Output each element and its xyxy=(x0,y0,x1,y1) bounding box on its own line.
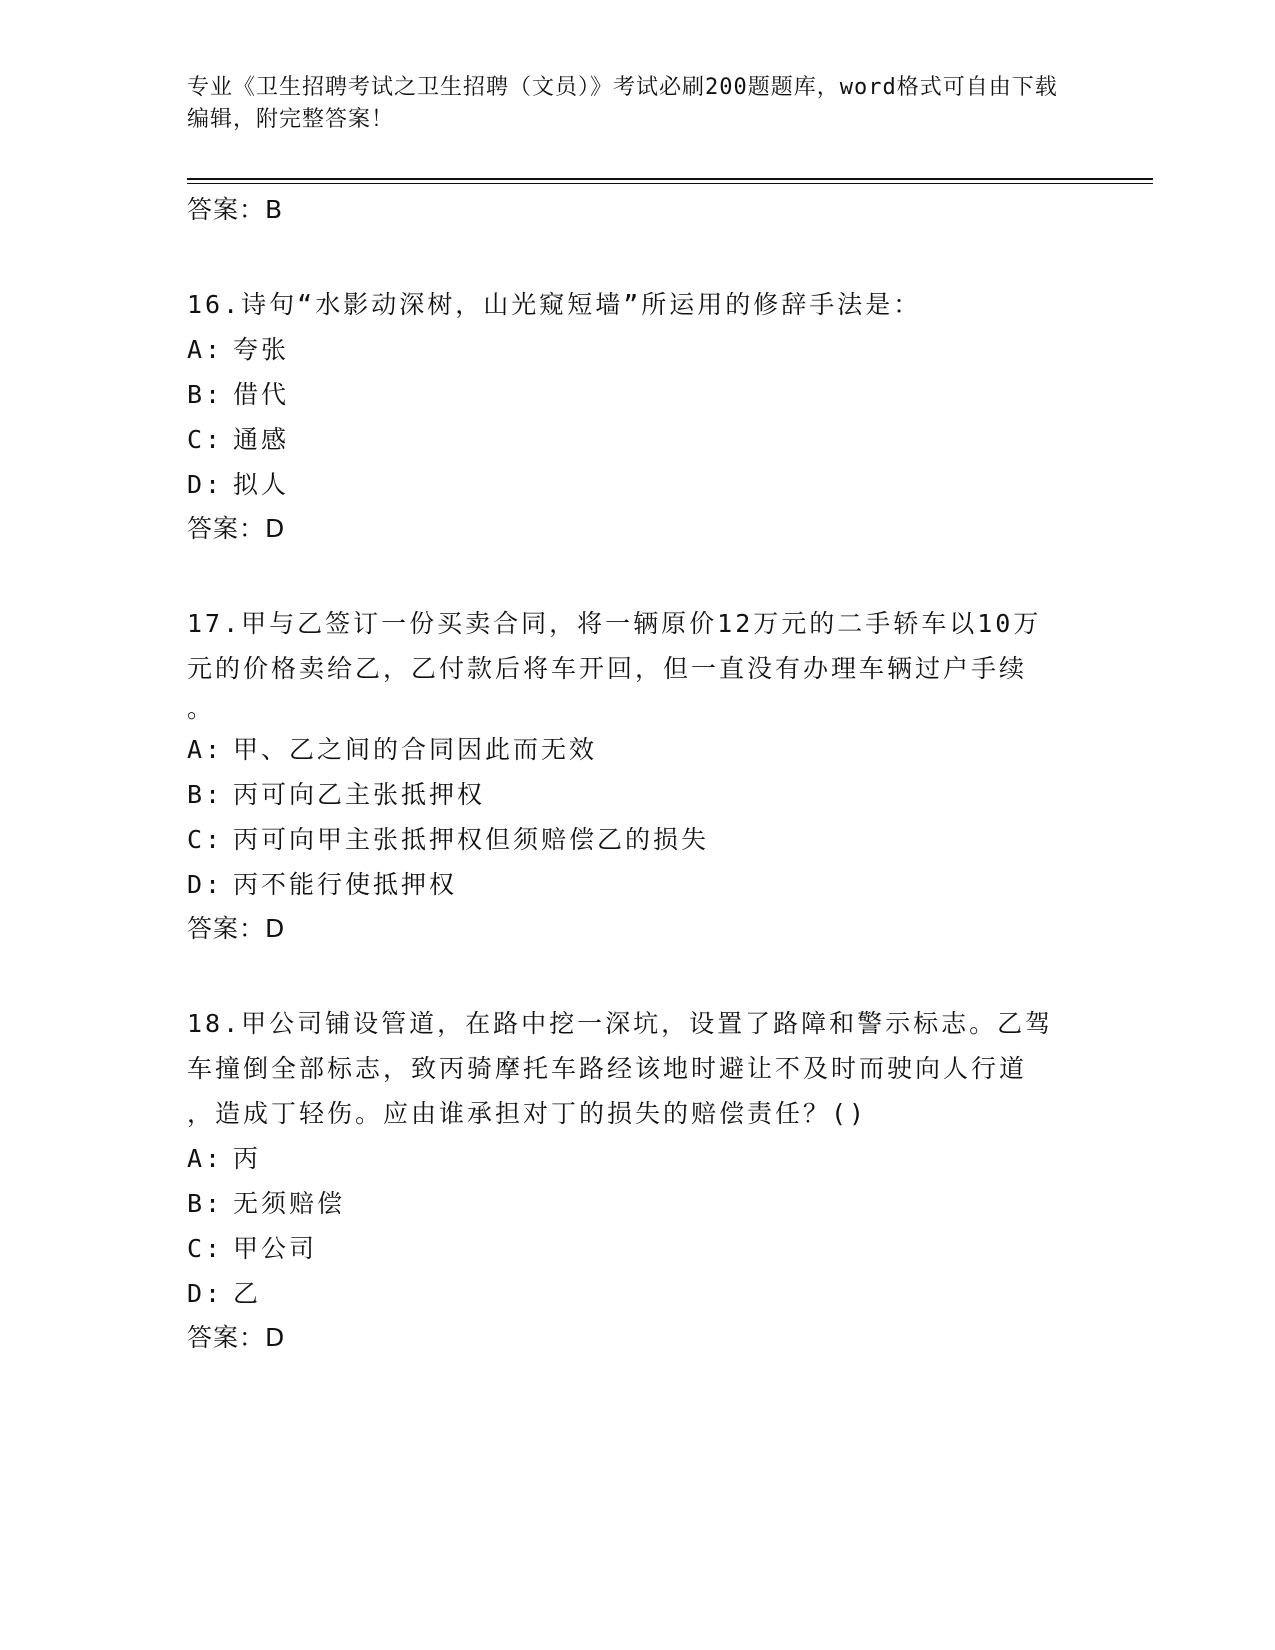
option-text: 丙可向甲主张抵押权但须赔偿乙的损失 xyxy=(233,825,710,854)
option-a xyxy=(187,1136,1087,1181)
option-key: B: xyxy=(187,380,224,409)
option-text: 丙可向乙主张抵押权 xyxy=(233,780,486,809)
option-key: D: xyxy=(187,1279,224,1308)
option-c xyxy=(187,817,1087,862)
question-answer: 答案：D xyxy=(187,914,286,943)
option-key: A: xyxy=(187,1144,224,1173)
option-text: 拟人 xyxy=(233,470,290,499)
option-text: 乙 xyxy=(233,1279,262,1308)
option-key: C: xyxy=(187,1234,224,1263)
option-key: C: xyxy=(187,425,224,454)
option-c xyxy=(187,417,1087,462)
option-text: 丙不能行使抵押权 xyxy=(233,870,458,899)
question-18 xyxy=(187,1001,1087,1360)
option-a xyxy=(187,727,1087,772)
option-c xyxy=(187,1226,1087,1271)
header-rule-thin xyxy=(187,183,1153,184)
option-text: 借代 xyxy=(233,380,290,409)
option-key: B: xyxy=(187,780,224,809)
option-key: A: xyxy=(187,735,224,764)
question-17 xyxy=(187,601,1087,951)
header-rule-thick xyxy=(187,178,1153,180)
option-key: A: xyxy=(187,335,224,364)
option-b xyxy=(187,1181,1087,1226)
option-text: 丙 xyxy=(233,1144,262,1173)
question-answer: 答案：D xyxy=(187,1323,286,1352)
option-b xyxy=(187,772,1087,817)
option-key: C: xyxy=(187,825,224,854)
document-header: 专业《卫生招聘考试之卫生招聘（文员）》考试必刷200题题库，word格式可自由下载编辑，附完整答案！ xyxy=(187,75,1058,132)
option-d xyxy=(187,1271,1087,1316)
option-key: D: xyxy=(187,470,224,499)
option-a xyxy=(187,327,1087,372)
option-text: 甲公司 xyxy=(233,1234,318,1263)
question-stem-line: 。 xyxy=(187,694,216,723)
question-stem-line: 元的价格卖给乙，乙付款后将车开回，但一直没有办理车辆过户手续 xyxy=(187,654,1028,683)
question-stem-line: 18.甲公司铺设管道，在路中挖一深坑，设置了路障和警示标志。乙驾 xyxy=(187,1009,1054,1038)
option-key: B: xyxy=(187,1189,224,1218)
option-text: 无须赔偿 xyxy=(233,1189,346,1218)
question-stem-line: ，造成丁轻伤。应由谁承担对丁的损失的赔偿责任？() xyxy=(187,1099,868,1128)
option-text: 夸张 xyxy=(233,335,290,364)
question-answer: 答案：D xyxy=(187,514,286,543)
option-key: D: xyxy=(187,870,224,899)
option-text: 甲、乙之间的合同因此而无效 xyxy=(233,735,598,764)
option-b xyxy=(187,372,1087,417)
question-stem: 16.诗句“水影动深树，山光窥短墙”所运用的修辞手法是： xyxy=(187,290,922,319)
previous-answer: 答案：B xyxy=(187,195,284,224)
option-d xyxy=(187,462,1087,507)
question-stem-line: 车撞倒全部标志，致丙骑摩托车路经该地时避让不及时而驶向人行道 xyxy=(187,1054,1028,1083)
question-stem-line: 17.甲与乙签订一份买卖合同，将一辆原价12万元的二手轿车以10万 xyxy=(187,609,1042,638)
option-d xyxy=(187,862,1087,907)
option-text: 通感 xyxy=(233,425,290,454)
question-16 xyxy=(187,282,1087,551)
question-list xyxy=(187,188,1087,1360)
